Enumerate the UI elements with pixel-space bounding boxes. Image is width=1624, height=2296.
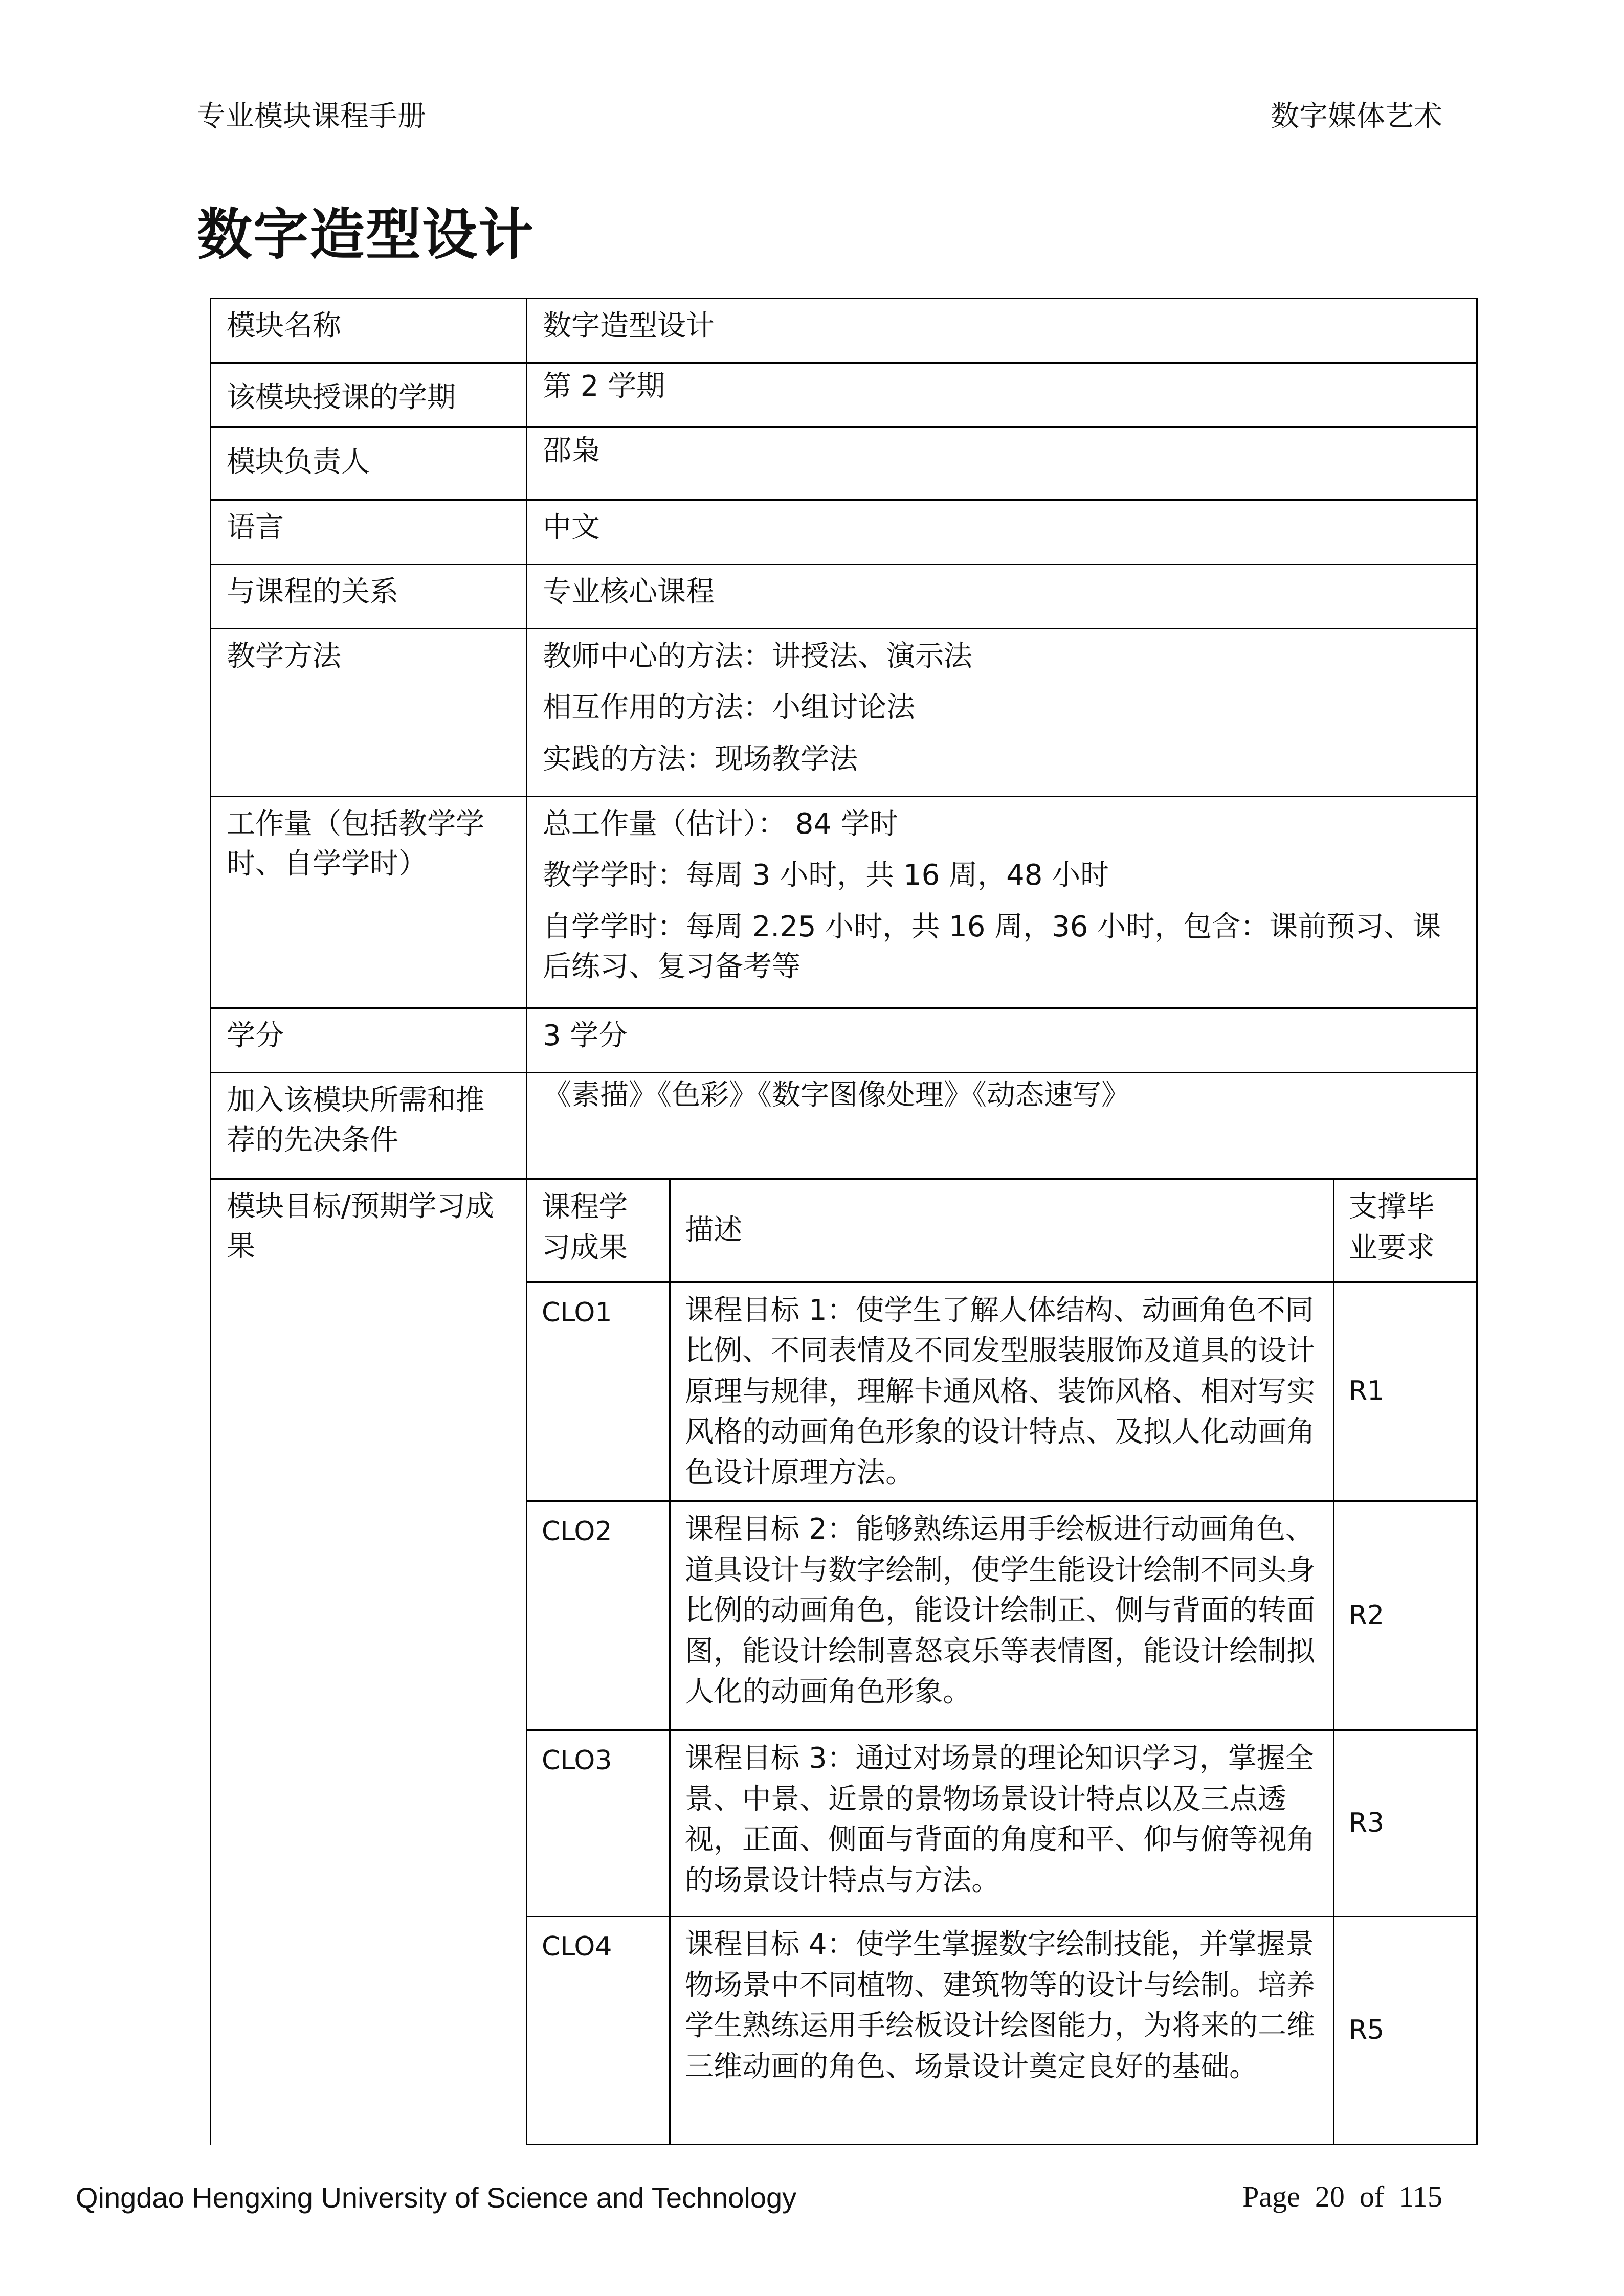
value-line: 相互作用的方法：小组讨论法 [543,691,915,725]
row-value-language [527,500,1477,565]
outcome-id: CLO3 [527,1730,670,1917]
outcome-req: R1 [1333,1282,1476,1501]
row-label-teaching-method: 教学方法 [211,629,527,797]
row-label-outcomes: 模块目标/预期学习成果 [211,1179,527,2146]
value-line: 自学学时：每周 2.25 小时，共 16 周，36 小时，包含：课前预习、课后练习、复习备考等 [543,910,1441,984]
value-line: 实践的方法：现场教学法 [543,742,858,776]
outcomes-table [527,1180,1476,2145]
row-value-semester [527,363,1477,427]
row-label-relation: 与课程的关系 [211,565,527,629]
footer-page-number: Page 20 of 115 [1242,2180,1442,2213]
header-right: 数字媒体艺术 [1271,100,1442,133]
row-value-responsible [527,427,1477,500]
module-table [210,298,1478,2145]
outcome-desc: 课程目标 1：使学生了解人体结构、动画角色不同比例、不同表情及不同发型服装服饰及道具的设计原理与规律，理解卡通风格、装饰风格、相对写实风格的动画角色形象的设计特点、及拟人化动画角色设计原理方法。 [670,1282,1334,1501]
value-line: 邵枭 [543,434,600,467]
row-label-responsible: 模块负责人 [211,427,527,500]
row-value-relation [527,565,1477,629]
outcomes-header-desc: 描述 [670,1180,1334,1282]
row-label-module-name: 模块名称 [211,299,527,363]
outcome-id: CLO2 [527,1501,670,1730]
outcome-desc: 课程目标 3：通过对场景的理论知识学习，掌握全景、中景、近景的景物场景设计特点以及三点透视，正面、侧面与背面的角度和平、仰与俯等视角的场景设计特点与方法。 [670,1730,1334,1917]
table-row [211,1008,1477,1073]
table-row [211,1179,1477,2146]
row-label-credits: 学分 [211,1008,527,1073]
value-line: 《素描》《色彩》《数字图像处理》《动态速写》 [543,1078,1130,1112]
outcome-id: CLO4 [527,1917,670,2145]
footer-university: Qingdao Hengxing University of Science and Technology [76,2181,797,2214]
outcome-req: R5 [1333,1917,1476,2145]
row-label-language: 语言 [211,500,527,565]
table-row [527,1730,1476,1917]
table-row [527,1282,1476,1501]
header-left: 专业模块课程手册 [197,100,426,133]
row-label-workload: 工作量（包括教学学时、自学学时） [211,797,527,1008]
row-value-teaching-method [527,629,1477,797]
page-title: 数字造型设计 [197,203,535,267]
row-label-semester: 该模块授课的学期 [211,363,527,427]
outcome-req: R2 [1333,1501,1476,1730]
value-line: 教师中心的方法：讲授法、演示法 [543,640,972,673]
value-line: 教学学时：每周 3 小时，共 16 周，48 小时 [543,859,1109,892]
outcome-desc: 课程目标 4：使学生掌握数字绘制技能，并掌握景物场景中不同植物、建筑物等的设计与绘制。培养学生熟练运用手绘板设计绘图能力，为将来的二维三维动画的角色、场景设计奠定良好的基础。 [670,1917,1334,2145]
value-line: 第 2 学期 [543,370,665,403]
table-row [527,1501,1476,1730]
table-row [211,797,1477,1008]
value-line: 专业核心课程 [543,575,715,609]
table-row [527,1917,1476,2145]
table-row [211,363,1477,427]
table-row [211,299,1477,363]
row-value-prerequisites [527,1073,1477,1179]
outcomes-header-req: 支撑毕业要求 [1333,1180,1476,1282]
value-line: 数字造型设计 [543,309,715,343]
row-value-module-name [527,299,1477,363]
row-label-prerequisites: 加入该模块所需和推荐的先决条件 [211,1073,527,1179]
value-line: 3 学分 [543,1019,628,1052]
table-row [211,427,1477,500]
table-row [211,629,1477,797]
value-line: 总工作量（估计）： 84 学时 [543,807,898,841]
table-row [211,565,1477,629]
outcomes-header-id: 课程学习成果 [527,1180,670,1282]
outcome-id: CLO1 [527,1282,670,1501]
row-value-workload [527,797,1477,1008]
outcome-desc: 课程目标 2：能够熟练运用手绘板进行动画角色、道具设计与数字绘制，使学生能设计绘制不同头身比例的动画角色，能设计绘制正、侧与背面的转面图，能设计绘制喜怒哀乐等表情图，能设计绘制拟人化的动画角色形象。 [670,1501,1334,1730]
table-row [211,1073,1477,1179]
value-line: 中文 [543,511,600,544]
outcomes-cell [527,1179,1477,2146]
table-row [211,500,1477,565]
outcome-req: R3 [1333,1730,1476,1917]
row-value-credits [527,1008,1477,1073]
outcomes-header-row [527,1180,1476,1282]
